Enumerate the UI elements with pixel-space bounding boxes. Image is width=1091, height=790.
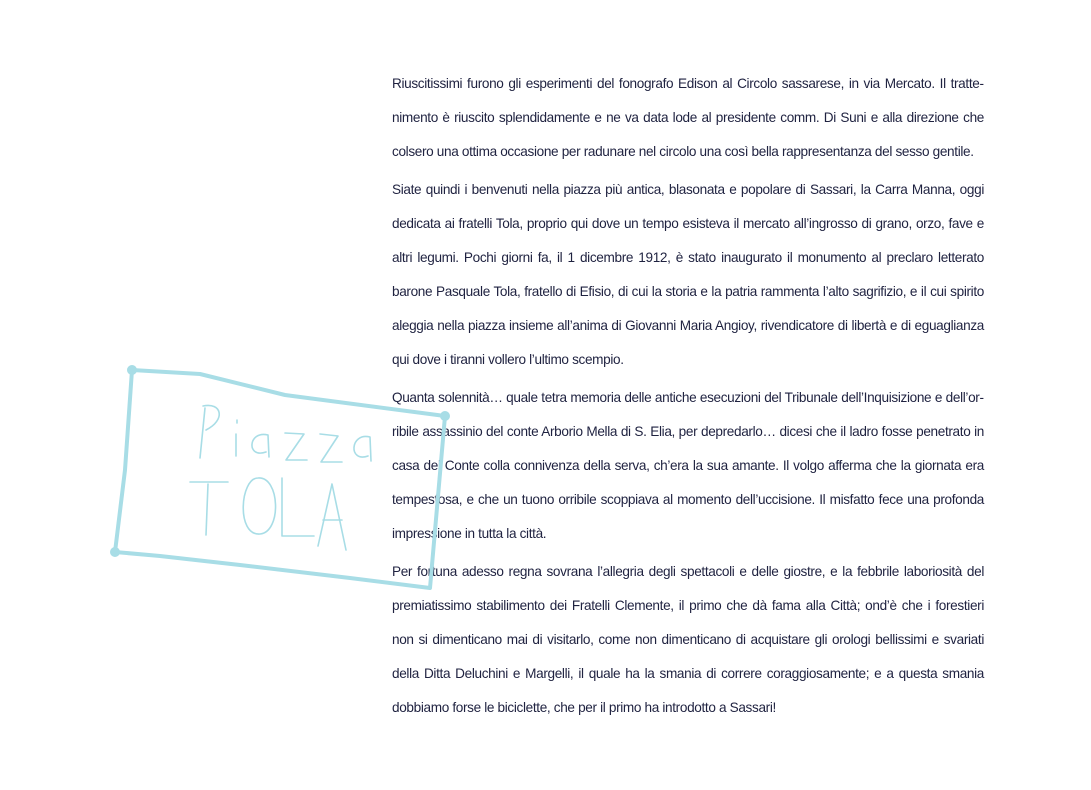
paragraph: Per fortuna adesso regna sovrana l’allegria degli spettacoli e delle giostre, e la febbrile laboriosità del premiatissimo stabilimento dei Fratelli Clemente, il primo che dà fama alla Città; ond’è che i forestieri non si dimenticano mai di visitarlo, come non dimenticano di acquistare gli orologi bellissimi e svariati della Ditta Deluchini e Margelli, il quale ha la smania di correre coraggiosamente; e a questa smania dobbiamo forse le biciclette, che per il primo ha introdotto a Sassari! — [392, 564, 984, 715]
paragraph: Siate quindi i benvenuti nella piazza più antica, blasonata e popolare di Sassari, la Carra Manna, oggi dedicata ai fratelli Tola, proprio qui dove un tempo esisteva il mercato all’ingrosso di grano, orzo, fave e altri legumi. Pochi giorni fa, il 1 dicembre 1912, è stato inaugurato il monumento al preclaro letterato barone Pasquale Tola, fratello di Efisio, di cui la storia e la patria rammenta l’alto sagrifizio, e il cui spirito aleggia nella piazza insieme all’anima di Giovanni Maria Angioy, rivendicatore di libertà e di eguaglianza qui dove i tiranni vollero l’ultimo scempio. — [392, 182, 984, 367]
paragraph: Quanta solennità… quale tetra memoria delle antiche esecuzioni del Tribunale dell’Inquisizione e dell’orribile assassinio del conte Arborio Mella di S. Elia, per depredarlo… dicesi che il ladro fosse penetrato in casa del Conte colla connivenza della serva, ch’era la sua amante. Il volgo afferma che la giornata era tempestosa, e che un tuono orribile scoppiava al momento dell’uccisione. Il misfatto fece una profonda impressione in tutta la città. — [392, 390, 984, 541]
body-text — [392, 67, 984, 729]
paragraph: Riuscitissimi furono gli esperimenti del fonografo Edison al Circolo sassarese, in via Mercato. Il trattenimento è riuscito splendidamente e ne va data lode al presidente comm. Di Suni e alla direzione che colsero una ottima occasione per radunare nel circolo una così bella rappresentanza del sesso gentile. — [392, 76, 984, 159]
